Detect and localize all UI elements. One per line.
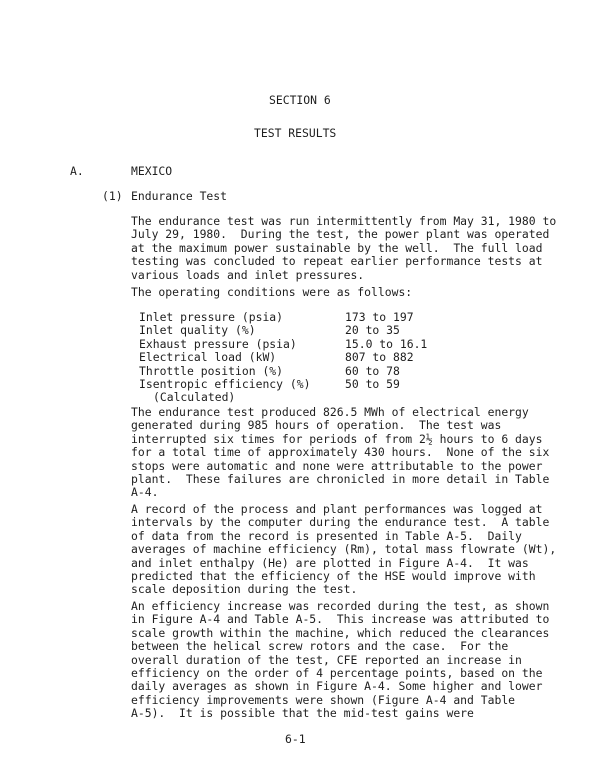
condition-value: 60 to 78: [345, 363, 400, 378]
paragraph-line: The endurance test was run intermittently from May 31, 1980 to: [131, 214, 557, 228]
paragraph-line: scale growth within the machine, which reduced the clearances: [131, 625, 550, 640]
heading-a-text: MEXICO: [131, 164, 173, 178]
paragraph-line: in Figure A-4 and Table A-5. This increase was attributed to: [131, 612, 550, 627]
paragraph-line: generated during 985 hours of operation. The test was: [131, 418, 502, 433]
paragraph-line: A-4.: [131, 485, 159, 500]
section-title: TEST RESULTS: [254, 126, 337, 140]
condition-value: 173 to 197: [345, 310, 414, 324]
condition-row: [139, 338, 427, 351]
paragraph-conditions-intro: [131, 286, 526, 299]
condition-label: Inlet pressure (psia): [139, 310, 284, 324]
condition-label: Exhaust pressure (psia): [139, 336, 297, 351]
paragraph-line: at the maximum power sustainable by the well. The full load: [131, 240, 543, 255]
paragraph-line: plant. These failures are chronicled in more detail in Table: [131, 472, 550, 487]
condition-row: [139, 378, 427, 391]
paragraph-line: between the helical screw rotors and the case. For the: [131, 639, 509, 654]
condition-note: (Calculated): [153, 390, 236, 405]
paragraph-line: and inlet enthalpy (He) are plotted in Figure A-4. It was: [131, 555, 529, 570]
heading-1-marker: (1): [102, 189, 123, 203]
page-number: 6-1: [285, 732, 306, 746]
condition-label: Isentropic efficiency (%): [139, 377, 311, 392]
paragraph-line: averages of machine efficiency (Rm), total mass flowrate (Wt),: [131, 542, 557, 557]
paragraph-energy: [131, 405, 550, 500]
condition-value: 20 to 35: [345, 323, 400, 338]
paragraph-line: efficiency improvements were shown (Figure A-4 and Table: [131, 692, 516, 707]
paragraph-line: for a total time of approximately 430 hours. None of the six: [131, 445, 550, 460]
condition-label: Electrical load (kW): [139, 350, 277, 365]
section-number: SECTION 6: [269, 93, 331, 107]
condition-row: [139, 324, 427, 337]
condition-value: 15.0 to 16.1: [345, 336, 428, 351]
paragraph-record: [131, 502, 557, 597]
condition-row: [139, 351, 427, 364]
condition-row: [139, 365, 427, 378]
paragraph-line: The endurance test produced 826.5 MWh of electrical energy: [131, 405, 529, 419]
paragraph-line: predicted that the efficiency of the HSE would improve with: [131, 569, 536, 584]
paragraph-line: scale deposition during the test.: [131, 582, 358, 597]
operating-conditions-table: [139, 311, 427, 405]
paragraph-line: July 29, 1980. During the test, the power plant was operated: [131, 227, 550, 242]
condition-value: 50 to 59: [345, 377, 400, 392]
paragraph-line: A-5). It is possible that the mid-test gains were: [131, 706, 474, 721]
paragraph-line: An efficiency increase was recorded during the test, as shown: [131, 599, 550, 613]
paragraph-line: overall duration of the test, CFE reported an increase in: [131, 652, 522, 667]
paragraph-line: efficiency on the order of 4 percentage points, based on the: [131, 666, 543, 681]
paragraph-efficiency: [131, 599, 550, 721]
paragraph-line: daily averages as shown in Figure A-4. Some higher and lower: [131, 679, 543, 694]
paragraph-intro: [131, 214, 557, 282]
paragraph-line: various loads and inlet pressures.: [131, 267, 365, 282]
heading-a-marker: A.: [70, 164, 84, 178]
paragraph-line: A record of the process and plant performances was logged at: [131, 502, 543, 516]
paragraph-line: of data from the record is presented in Table A-5. Daily: [131, 528, 522, 543]
paragraph-line: interrupted six times for periods of from 2½ hours to 6 days: [131, 431, 543, 446]
paragraph-line: stops were automatic and none were attributable to the power: [131, 458, 543, 473]
condition-label: Inlet quality (%): [139, 323, 256, 338]
paragraph-line: intervals by the computer during the endurance test. A table: [131, 515, 550, 530]
paragraph-line: testing was concluded to repeat earlier performance tests at: [131, 254, 543, 269]
condition-row: [139, 311, 427, 324]
condition-label: Throttle position (%): [139, 363, 284, 378]
condition-value: 807 to 882: [345, 350, 414, 365]
paragraph-line: The operating conditions were as follows:: [131, 285, 413, 299]
heading-1-text: Endurance Test: [131, 189, 228, 203]
